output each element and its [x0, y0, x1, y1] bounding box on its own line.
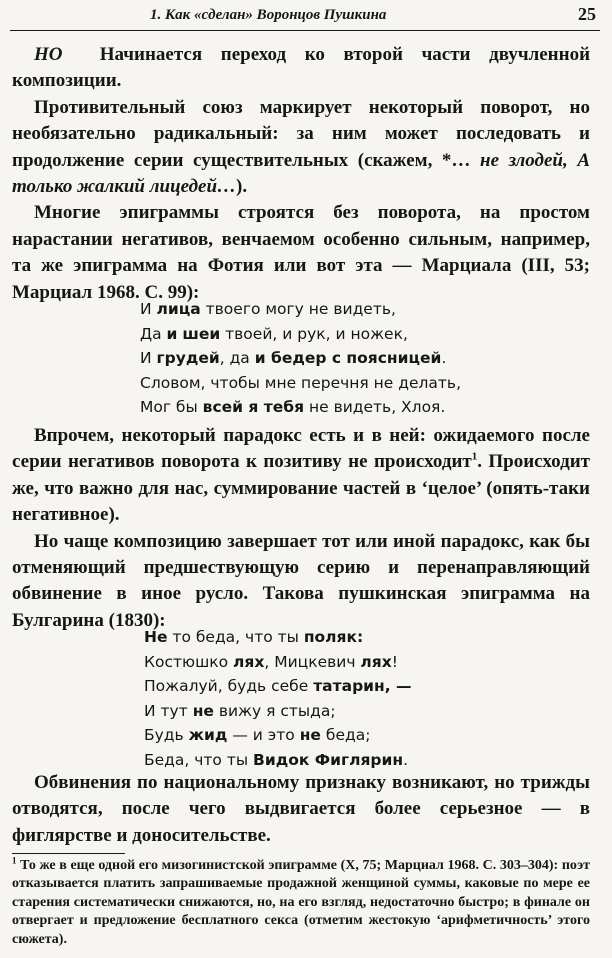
verse-line — [144, 723, 412, 748]
verse-text: беда; — [320, 726, 371, 744]
verse-text: твоей, и рук, и ножек, — [220, 324, 408, 343]
martial-verse — [140, 297, 461, 420]
paragraph-4-tail: . Происходит же, что важно для нас, суммирование частей в ‘целое’ (опять-таки негативное). — [12, 451, 590, 526]
verse-emphasis: лица — [156, 300, 201, 318]
paragraph-2 — [12, 95, 590, 201]
running-header — [10, 4, 600, 31]
verse-emphasis: Не — [144, 628, 168, 646]
verse-text: Будь — [144, 726, 189, 744]
verse-text: твоего могу не видеть, — [200, 300, 396, 318]
verse-emphasis: татарин, — — [313, 677, 412, 695]
paragraph-3-text: Многие эпиграммы строятся без поворота, на простом нарастании негативов, венчаемом особенно сильным, например, та же эпиграмма на Фотия или вот эта — Марциала (III, 53; Марциал 1968. С. 99): — [12, 202, 590, 303]
verse-line — [140, 395, 461, 420]
paragraph-3 — [12, 200, 590, 306]
bulgarin-epigram — [144, 625, 412, 772]
verse-text: , да — [219, 349, 255, 367]
verse-text: Мог бы — [140, 398, 203, 416]
page-number: 25 — [578, 4, 596, 24]
footnote-text: То же в еще одной его мизогинистской эпиграмме (X, 75; Марциал 1968. С. 303–304): поэт отказывается платить запрашиваемые продажной женщиной суммы, каковые по мере ее старения систематически снижаются, но, на его взгляд, недостаточно быстро; в финале он отвергает и предложение бесплатного секса (отметим жестокую ‘арифметичность’ этого сюжета). — [12, 858, 590, 947]
verse-emphasis: лях — [233, 652, 265, 671]
verse-text: Пожалуй, будь себе — [144, 677, 314, 695]
verse-emphasis: жид — [188, 726, 228, 744]
paragraph-5-text: Но чаще композицию завершает тот или иной парадокс, как бы отменяющий предшествующую серию и перенаправляющий обвинение в иное русло. Такова пушкинская эпиграмма на Булгарина (1830): — [12, 530, 590, 631]
verse-line — [140, 297, 461, 322]
paragraph-2-italic: не злодей, А только жалкий лицедей… — [12, 149, 590, 198]
paragraph-5 — [12, 529, 590, 635]
footnote — [12, 857, 590, 949]
verse-line — [144, 748, 412, 773]
footnote-divider — [12, 853, 125, 854]
main-text-end — [12, 770, 590, 849]
verse-text: то беда, что ты — [167, 628, 304, 646]
main-text — [12, 42, 590, 306]
verse-emphasis: не — [299, 726, 321, 744]
verse-emphasis: и — [166, 324, 178, 343]
verse-text: вижу я стыда; — [213, 701, 336, 720]
running-title: 1. Как «сделан» Воронцов Пушкина — [150, 7, 387, 23]
verse-text: И тут — [144, 701, 193, 720]
verse-emphasis: Видок Фиглярин — [253, 750, 404, 769]
verse-line — [140, 346, 461, 371]
verse-line: Словом, чтобы мне перечня не делать, — [140, 373, 461, 392]
verse-text: не видеть, Хлоя. — [304, 398, 446, 416]
verse-text: Костюшко — [144, 652, 234, 671]
verse-text: . — [441, 349, 447, 367]
verse-text: . — [403, 750, 409, 769]
paragraph-6 — [12, 770, 590, 849]
verse-text: И — [140, 349, 157, 367]
verse-line — [140, 322, 461, 347]
paragraph-4-text: Впрочем, некоторый парадокс есть и в ней: ожидаемого после серии негативов поворота к позитиву не происходит — [12, 425, 590, 473]
verse-emphasis: шеи — [182, 324, 221, 343]
paragraph-2-text: Противительный союз маркирует некоторый поворот, но необязательно радикальный: за ним может последовать и продолжение серии существительных (скажем, *… — [12, 96, 590, 171]
verse-line — [144, 625, 412, 650]
paragraph-6-text: Обвинения по национальному признаку возникают, но трижды отводятся, после чего выдвигается более серьезное — в фиглярстве и доносительстве. — [12, 772, 590, 846]
footnote-reference: 1 — [471, 451, 478, 464]
verse-text: — и это — [227, 726, 300, 744]
paragraph-2-tail: ). — [236, 176, 248, 198]
lead-word: НО — [34, 44, 63, 65]
main-text-middle — [12, 423, 590, 634]
paragraph-4 — [12, 423, 590, 529]
verse-text: И — [140, 300, 157, 318]
verse-text: , Мицкевич — [264, 652, 361, 671]
verse-line — [144, 699, 412, 724]
verse-emphasis: поляк: — [303, 628, 364, 646]
verse-emphasis: грудей — [156, 349, 220, 367]
verse-line — [144, 650, 412, 675]
paragraph-1-text: Начинается переход ко второй части двучленной композиции. — [12, 44, 591, 92]
verse-text: Беда, что ты — [144, 750, 254, 769]
verse-emphasis: и бедер с поясницей — [254, 349, 442, 367]
verse-line — [144, 674, 412, 699]
verse-text: ! — [391, 652, 398, 671]
verse-emphasis: лях — [360, 652, 392, 671]
paragraph-1 — [12, 42, 590, 95]
verse-emphasis: не — [192, 701, 214, 720]
verse-text: Да — [140, 324, 167, 343]
footnote-mark: 1 — [12, 855, 17, 866]
verse-emphasis: всей я тебя — [202, 398, 305, 416]
